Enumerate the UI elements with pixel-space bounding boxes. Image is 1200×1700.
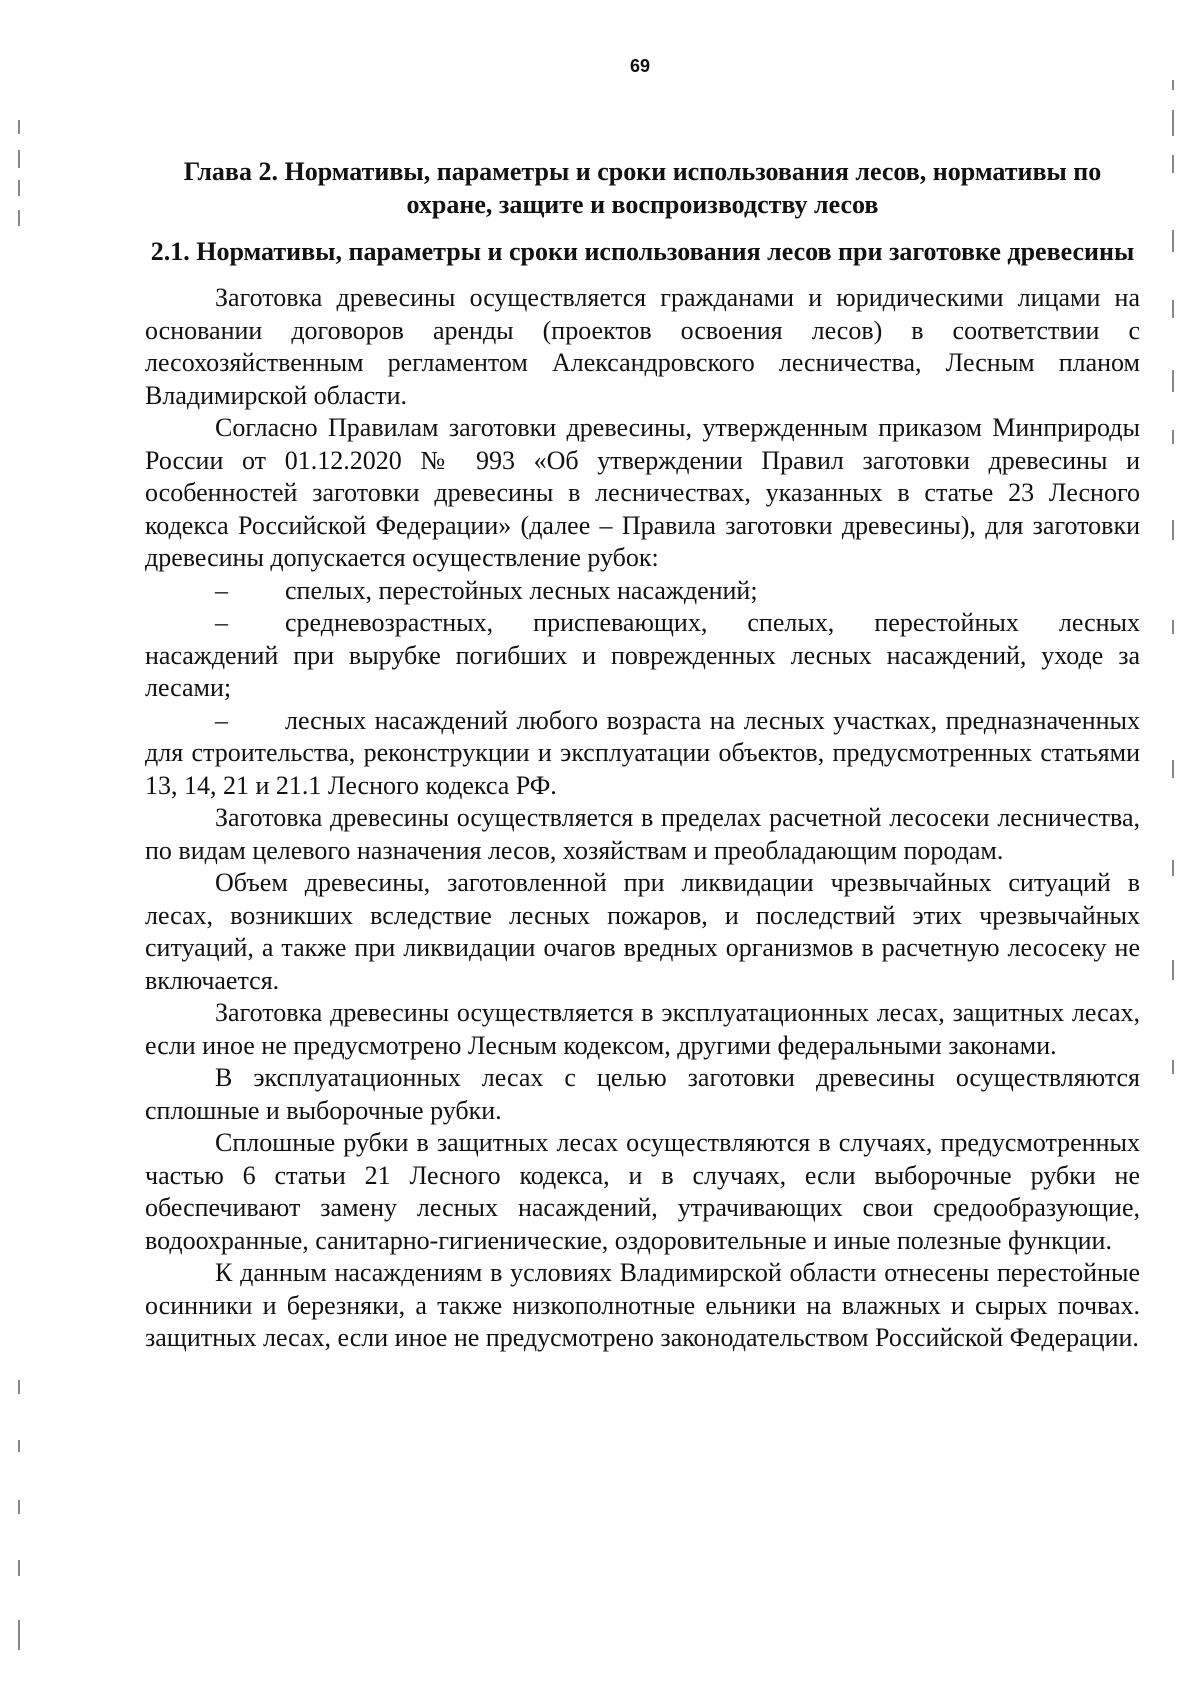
- list-item-text: средневозрастных, приспевающих, спелых, перестойных лесных насаждений при вырубке погибших и поврежденных лесных насаждений, уходе за лесами;: [145, 608, 1140, 702]
- list-item: [145, 607, 1140, 705]
- document-body: [145, 155, 1140, 1355]
- paragraph: Согласно Правилам заготовки древесины, утвержденным приказом Минприроды России от 01.12.2020 № 993 «Об утверждении Правил заготовки древесины и особенностей заготовки древесины в лесничествах, указанных в статье 23 Лесного кодекса Российской Федерации» (далее – Правила заготовки древесины), для заготовки древесины допускается осуществление рубок:: [145, 413, 1140, 572]
- list-dash: –: [215, 705, 228, 735]
- paragraph: Заготовка древесины осуществляется в пределах расчетной лесосеки лесничества, по видам целевого назначения лесов, хозяйствам и преобладающим породам.: [145, 803, 1140, 865]
- chapter-title: Глава 2. Нормативы, параметры и сроки использования лесов, нормативы по охране, защите и воспроизводству лесов: [183, 157, 1102, 219]
- left-scan-marks: [18, 60, 22, 1680]
- list-item: [145, 575, 1140, 608]
- right-scan-marks: [1172, 60, 1176, 1680]
- list-dash: –: [215, 575, 228, 605]
- list-dash: –: [215, 608, 228, 637]
- paragraph: Сплошные рубки в защитных лесах осуществляются в случаях, предусмотренных частью 6 статьи 21 Лесного кодекса, и в случаях, если выборочные рубки не обеспечивают замену лесных насаждений, утрачивающих свои средообразующие, водоохранные, санитарно-гигиенические, оздоровительные и иные полезные функции.: [145, 1128, 1140, 1255]
- section-title: 2.1. Нормативы, параметры и сроки использования лесов при заготовке древесины: [150, 237, 1135, 266]
- paragraph: Объем древесины, заготовленной при ликвидации чрезвычайных ситуаций в лесах, возникших вследствие лесных пожаров, и последствий этих чрезвычайных ситуаций, а также при ликвидации очагов вредных организмов в расчетную лесосеку не включается.: [145, 868, 1140, 995]
- list-item-text: спелых, перестойных лесных насаждений;: [285, 575, 758, 605]
- list-item: [145, 705, 1140, 803]
- list-item-text: лесных насаждений любого возраста на лесных участках, предназначенных для строительства, реконструкции и эксплуатации объектов, предусмотренных статьями 13, 14, 21 и 21.1 Лесного кодекса РФ.: [145, 705, 1140, 800]
- paragraph: К данным насаждениям в условиях Владимирской области отнесены перестойные осинники и березняки, а также низкополнотные ельники на влажных и сырых почвах. защитных лесах, если иное не предусмотрено законодательством Российской Федерации.: [145, 1258, 1140, 1352]
- paragraph: В эксплуатационных лесах с целью заготовки древесины осуществляются сплошные и выборочные рубки.: [145, 1063, 1140, 1125]
- paragraph: Заготовка древесины осуществляется в эксплуатационных лесах, защитных лесах, если иное не предусмотрено Лесным кодексом, другими федеральными законами.: [145, 998, 1140, 1060]
- page-number: 69: [629, 56, 651, 76]
- paragraph: Заготовка древесины осуществляется гражданами и юридическими лицами на основании договоров аренды (проектов освоения лесов) в соответствии с лесохозяйственным регламентом Александровского лесничества, Лесным планом Владимирской области.: [145, 283, 1140, 410]
